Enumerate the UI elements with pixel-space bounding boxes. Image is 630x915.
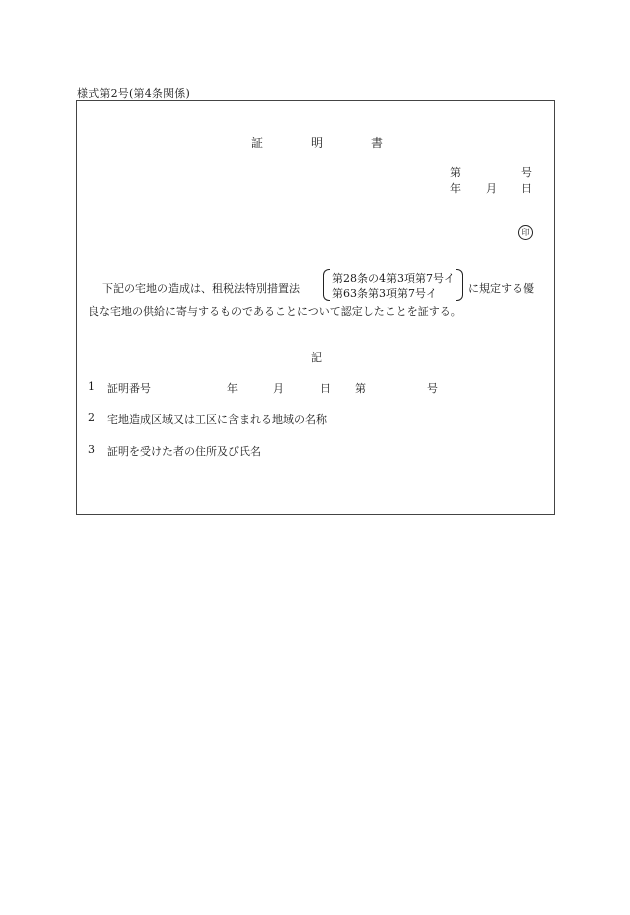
ki-heading: 記 — [311, 351, 322, 364]
item-1-number: 1 — [88, 380, 95, 393]
title-char-3: 書 — [371, 136, 384, 150]
body-line1-end: に規定する優 — [468, 282, 534, 295]
item-2-number: 2 — [88, 411, 95, 424]
item-3-number: 3 — [88, 443, 95, 456]
brace-right — [456, 269, 463, 301]
title-char-1: 証 — [251, 136, 264, 150]
title-char-2: 明 — [311, 136, 324, 150]
seal-mark: 印 — [518, 225, 533, 240]
brace-left — [323, 269, 330, 301]
number-dai: 第 — [450, 166, 461, 179]
item-3-label: 証明を受けた者の住所及び氏名 — [107, 445, 261, 458]
date-day: 日 — [521, 182, 532, 195]
item-1-month: 月 — [273, 382, 284, 395]
number-go: 号 — [521, 166, 532, 179]
statute-article-1: 第28条の4第3項第7号イ — [332, 272, 455, 285]
item-1-label: 証明番号 — [107, 382, 151, 395]
item-1-year: 年 — [227, 382, 238, 395]
item-1-dai: 第 — [355, 382, 366, 395]
body-line2: 良な宅地の供給に寄与するものであることについて認定したことを証する。 — [88, 305, 462, 318]
form-number-label: 様式第2号(第4条関係) — [77, 87, 190, 100]
body-line1-start: 下記の宅地の造成は、租税法特別措置法 — [102, 282, 300, 295]
item-2-label: 宅地造成区域又は工区に含まれる地域の名称 — [107, 413, 327, 426]
item-1-go: 号 — [427, 382, 438, 395]
date-year: 年 — [450, 182, 461, 195]
statute-brace — [323, 269, 463, 301]
date-month: 月 — [486, 182, 497, 195]
item-1-day: 日 — [320, 382, 331, 395]
statute-article-2: 第63条第3項第7号イ — [332, 287, 437, 300]
